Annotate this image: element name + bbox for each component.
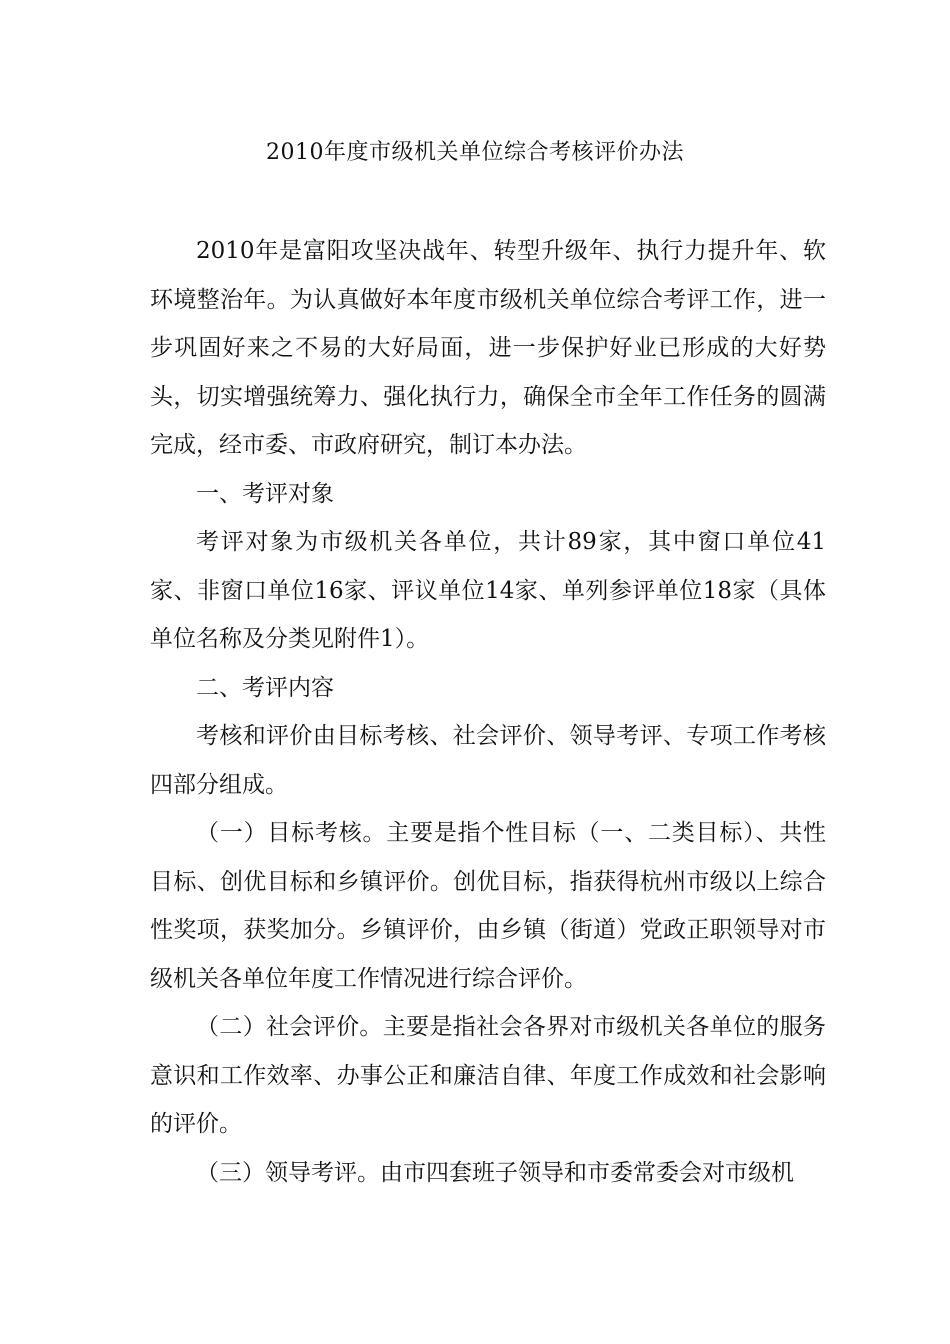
paragraph-evaluation-content: 考核和评价由目标考核、社会评价、领导考评、专项工作考核四部分组成。	[150, 723, 826, 798]
section-heading-2: 二、考评内容	[196, 674, 334, 701]
paragraph-evaluation-targets: 考评对象为市级机关各单位，共计89家，其中窗口单位41家、非窗口单位16家、评议单位14家、单列参评单位18家（具体单位名称及分类见附件1）。	[150, 529, 826, 652]
intro-paragraph: 2010年是富阳攻坚决战年、转型升级年、执行力提升年、软环境整治年。为认真做好本年度市级机关单位综合考评工作，进一步巩固好来之不易的大好局面，进一步保护好业已形成的大好势头，切实增强统筹力、强化执行力，确保全市全年工作任务的圆满完成，经市委、市政府研究，制订本办法。	[150, 238, 826, 458]
paragraph-goal-assessment: （一）目标考核。主要是指个性目标（一、二类目标）、共性目标、创优目标和乡镇评价。创优目标，指获得杭州市级以上综合性奖项，获奖加分。乡镇评价，由乡镇（街道）党政正职领导对市级机关各单位年度工作情况进行综合评价。	[150, 820, 826, 992]
section-heading-1: 一、考评对象	[196, 480, 334, 507]
document-title: 2010年度市级机关单位综合考核评价办法	[266, 140, 684, 165]
document-body	[150, 227, 826, 1197]
paragraph-social-evaluation: （二）社会评价。主要是指社会各界对市级机关各单位的服务意识和工作效率、办事公正和廉洁自律、年度工作成效和社会影响的评价。	[150, 1014, 826, 1137]
paragraph-leadership-evaluation: （三）领导考评。由市四套班子领导和市委常委会对市级机	[196, 1159, 794, 1186]
